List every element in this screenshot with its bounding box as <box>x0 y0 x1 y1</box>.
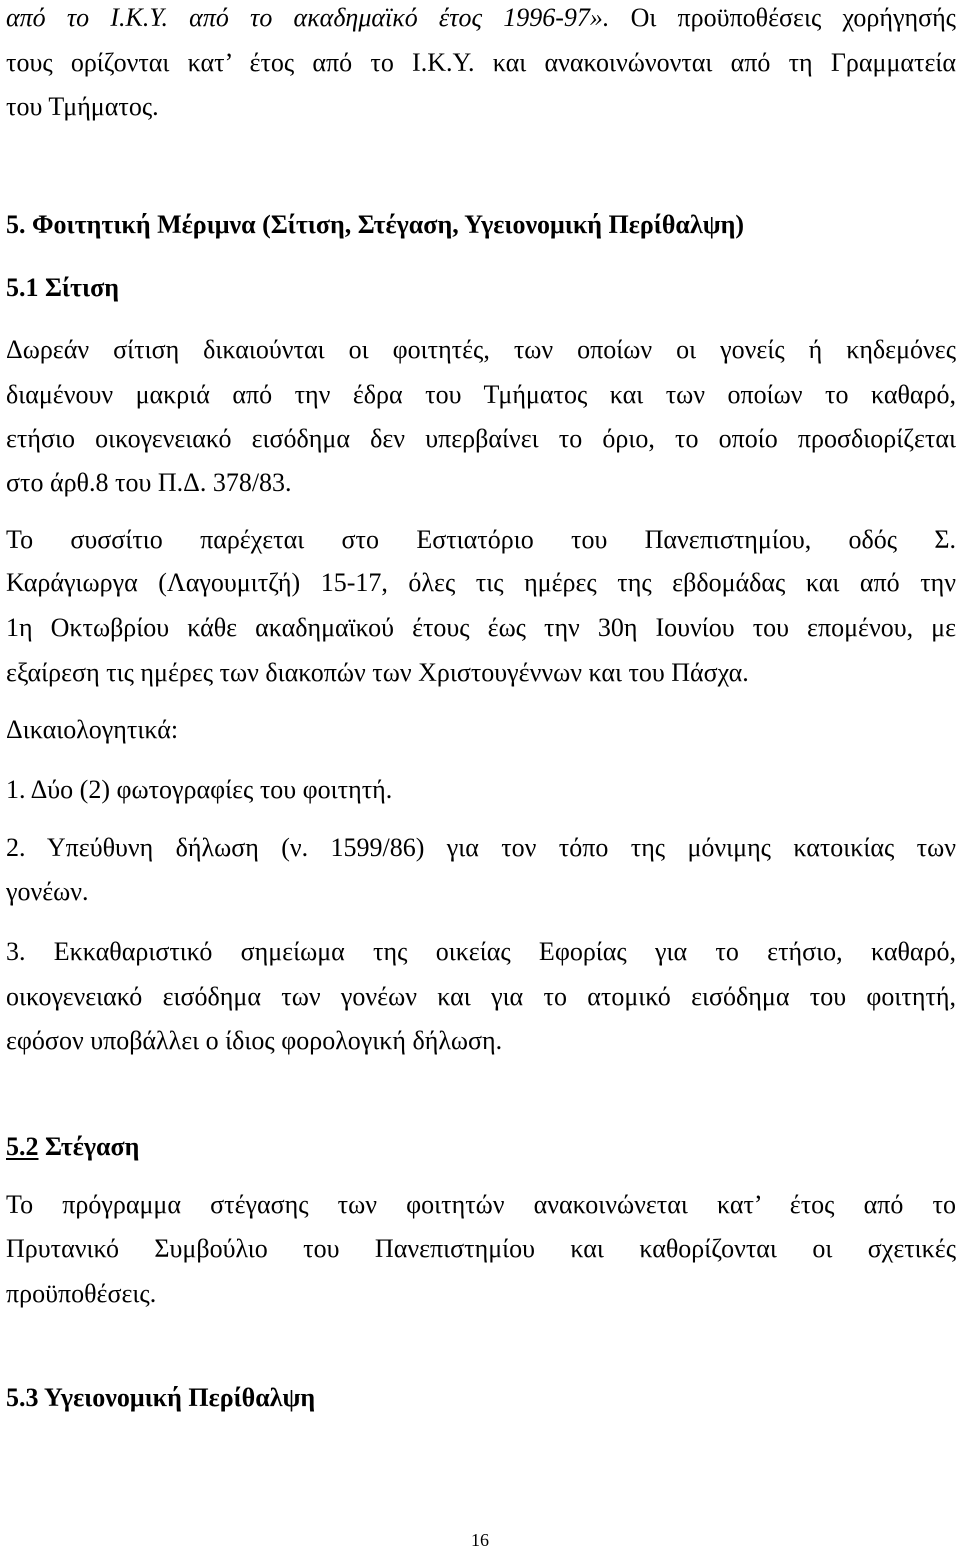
documents-item-2-line-1: 2. Υπεύθυνη δήλωση (ν. 1599/86) για τον τόπο της μόνιμης κατοικίας των <box>6 833 956 862</box>
sitisi-para2-line-1: Το συσσίτιο παρέχεται στο Εστιατόριο του Πανεπιστημίου, οδός Σ. <box>6 525 956 554</box>
documents-label: Δικαιολογητικά: <box>6 715 179 744</box>
intro-line-2: τους ορίζονται κατ’ έτος από το Ι.Κ.Υ. και ανακοινώνονται από τη Γραμματεία <box>6 48 956 77</box>
page-number: 16 <box>471 1530 489 1550</box>
sitisi-para2-line-2: Καράγιωργα (Λαγουμιτζή) 15-17, όλες τις ημέρες της εβδομάδας και από την <box>6 568 956 597</box>
section-5-1-heading: 5.1 Σίτιση <box>6 273 120 302</box>
section-5-3-heading: 5.3 Υγειονομική Περίθαλψη <box>6 1383 316 1412</box>
section-5-2-heading-title: Στέγαση <box>38 1132 140 1161</box>
stegasi-para-line-1: Το πρόγραμμα στέγασης των φοιτητών ανακοινώνεται κατ’ έτος από το <box>6 1190 956 1219</box>
stegasi-para-line-3: προϋποθέσεις. <box>6 1279 157 1308</box>
documents-item-3-line-1: 3. Εκκαθαριστικό σημείωμα της οικείας Εφορίας για το ετήσιο, καθαρό, <box>6 937 956 966</box>
sitisi-para1-line-2: διαμένουν μακριά από την έδρα του Τμήματος και των οποίων το καθαρό, <box>6 380 956 409</box>
sitisi-para1-line-4: στο άρθ.8 του Π.Δ. 378/83. <box>6 468 292 497</box>
section-5-2-heading <box>6 1132 956 1162</box>
stegasi-para-line-2: Πρυτανικό Συμβούλιο του Πανεπιστημίου και καθορίζονται οι σχετικές <box>6 1234 956 1263</box>
documents-item-3-line-3: εφόσον υποβάλλει ο ίδιος φορολογική δήλωση. <box>6 1026 503 1055</box>
intro-line-1 <box>6 3 956 33</box>
section-5-heading: 5. Φοιτητική Μέριμνα (Σίτιση, Στέγαση, Υγειονομική Περίθαλψη) <box>6 210 745 239</box>
sitisi-para1-line-1: Δωρεάν σίτιση δικαιούνται οι φοιτητές, των οποίων οι γονείς ή κηδεμόνες <box>6 335 956 364</box>
sitisi-para1-line-3: ετήσιο οικογενειακό εισόδημα δεν υπερβαίνει το όριο, το οποίο προσδιορίζεται <box>6 424 956 453</box>
documents-item-3-line-2: οικογενειακό εισόδημα των γονέων και για το ατομικό εισόδημα του φοιτητή, <box>6 982 956 1011</box>
intro-line-3: του Τμήματος. <box>6 92 159 121</box>
intro-line-1-rest: Οι προϋποθέσεις χορήγησής <box>609 3 956 32</box>
section-5-2-heading-number: 5.2 <box>6 1132 39 1161</box>
documents-item-1: 1. Δύο (2) φωτογραφίες του φοιτητή. <box>6 775 393 804</box>
documents-item-2-line-2: γονέων. <box>6 877 89 906</box>
intro-line-1-italic: από το Ι.Κ.Υ. από το ακαδημαϊκό έτος 1996-97». <box>6 3 610 32</box>
sitisi-para2-line-3: 1η Οκτωβρίου κάθε ακαδημαϊκού έτους έως την 30η Ιουνίου του επομένου, με <box>6 613 956 642</box>
sitisi-para2-line-4: εξαίρεση τις ημέρες των διακοπών των Χριστουγέννων και του Πάσχα. <box>6 658 749 687</box>
